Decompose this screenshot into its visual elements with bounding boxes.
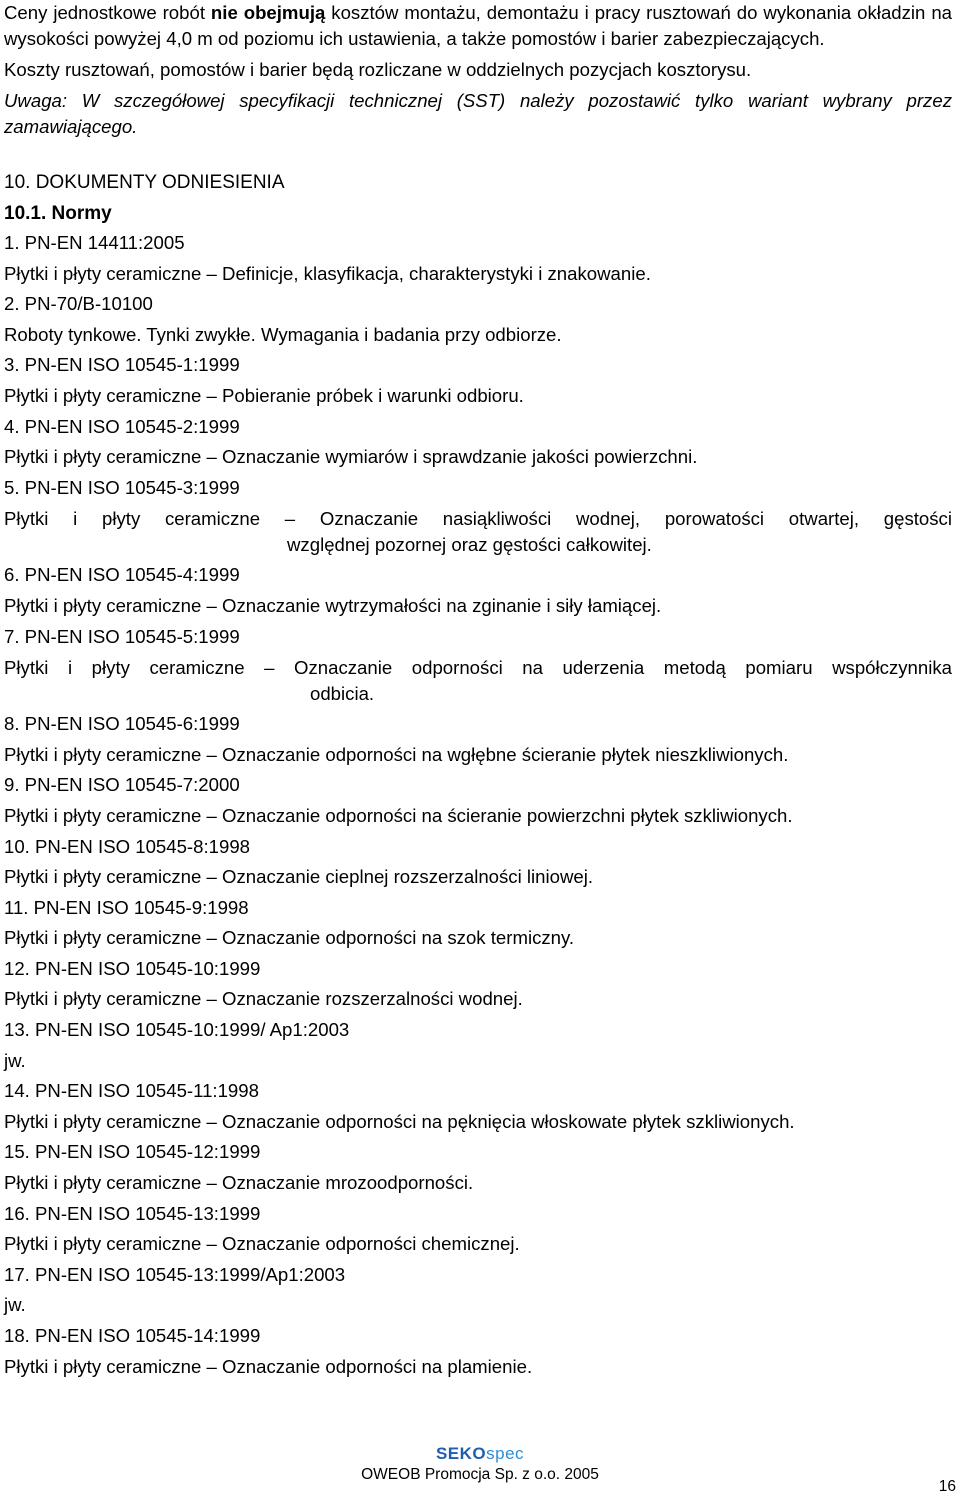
norm-code: 5. PN-EN ISO 10545-3:1999 bbox=[4, 476, 240, 498]
subsection-heading bbox=[4, 200, 952, 228]
document-page bbox=[4, 0, 952, 1382]
intro-paragraph-scaffolding bbox=[4, 0, 952, 52]
norm-code: 18. PN-EN ISO 10545-14:1999 bbox=[4, 1325, 261, 1346]
norm-item bbox=[4, 560, 952, 621]
intro-section bbox=[4, 0, 952, 140]
norm-code: 11. PN-EN ISO 10545-9:1998 bbox=[4, 896, 249, 918]
norm-code: 3. PN-EN ISO 10545-1:1999 bbox=[4, 354, 240, 376]
section-number: 10. bbox=[4, 172, 31, 193]
norm-item bbox=[4, 1199, 952, 1260]
norm-description: Płytki i płyty ceramiczne – Oznaczanie odporności na szok termiczny. bbox=[4, 927, 575, 949]
norm-description: Płytki i płyty ceramiczne – Oznaczanie odporności chemicznej. bbox=[4, 1233, 520, 1255]
norm-code: 13. PN-EN ISO 10545-10:1999/ Ap1:2003 bbox=[4, 1019, 350, 1041]
norm-description: Płytki i płyty ceramiczne – Oznaczanie odporności na wgłębne ścieranie płytek nieszkliwionych. bbox=[4, 743, 789, 765]
norm-code: 1. PN-EN 14411:2005 bbox=[4, 232, 185, 253]
norm-description: jw. bbox=[4, 1294, 26, 1316]
sekospec-logo bbox=[0, 1443, 960, 1465]
norms-list bbox=[4, 228, 952, 1382]
norm-item bbox=[4, 350, 952, 411]
norm-item bbox=[4, 1321, 952, 1382]
norm-code: 10. PN-EN ISO 10545-8:1998 bbox=[4, 835, 250, 857]
norm-item bbox=[4, 412, 952, 473]
norm-item bbox=[4, 473, 952, 561]
norm-item bbox=[4, 1137, 952, 1198]
norm-description: Płytki i płyty ceramiczne – Oznaczanie mrozoodporności. bbox=[4, 1172, 474, 1194]
norm-item bbox=[4, 228, 952, 289]
norm-description: Płytki i płyty ceramiczne – Oznaczanie wytrzymałości na zginanie i siły łamiącej. bbox=[4, 594, 662, 616]
norm-item bbox=[4, 622, 952, 710]
norm-code: 7. PN-EN ISO 10545-5:1999 bbox=[4, 625, 240, 647]
norm-code: 17. PN-EN ISO 10545-13:1999/Ap1:2003 bbox=[4, 1263, 346, 1285]
footer-organization: OWEOB Promocja Sp. z o.o. 2005 bbox=[361, 1466, 599, 1483]
norm-item bbox=[4, 893, 952, 954]
section-title: DOKUMENTY ODNIESIENIA bbox=[35, 172, 285, 193]
norm-code: 15. PN-EN ISO 10545-12:1999 bbox=[4, 1141, 261, 1163]
norm-description: Płytki i płyty ceramiczne – Oznaczanie rozszerzalności wodnej. bbox=[4, 988, 523, 1010]
norm-item bbox=[4, 1260, 952, 1321]
norm-description: Płytki i płyty ceramiczne – Oznaczanie cieplnej rozszerzalności liniowej. bbox=[4, 866, 594, 888]
norm-item bbox=[4, 709, 952, 770]
page-footer bbox=[0, 1443, 960, 1485]
norm-description: Płytki i płyty ceramiczne – Pobieranie próbek i warunki odbioru. bbox=[4, 384, 524, 406]
norm-description bbox=[4, 652, 952, 709]
subsection-number: 10.1. bbox=[4, 203, 47, 224]
intro-paragraph-note: Uwaga: W szczegółowej specyfikacji technicznej (SST) należy pozostawić tylko wariant wybrany przez zamawiającego. bbox=[4, 90, 952, 137]
norm-code: 12. PN-EN ISO 10545-10:1999 bbox=[4, 957, 261, 979]
norm-code: 14. PN-EN ISO 10545-11:1998 bbox=[4, 1080, 259, 1102]
norm-description bbox=[4, 503, 952, 560]
logo-text-secondary: spec bbox=[486, 1444, 525, 1463]
page-number: 16 bbox=[938, 1478, 956, 1495]
intro-text-b: kosztów montażu, demontażu i pracy rusztowań do wykonania okładzin na wysokości powyżej 4,0 m od poziomu ich ustawienia, a także pomostów i barier zabezpieczających. bbox=[4, 2, 952, 49]
norm-code: 16. PN-EN ISO 10545-13:1999 bbox=[4, 1202, 261, 1224]
norm-description: Płytki i płyty ceramiczne – Oznaczanie odporności na plamienie. bbox=[4, 1355, 533, 1377]
norm-description: Płytki i płyty ceramiczne – Oznaczanie odporności na pęknięcia włoskowate płytek szkliwionych. bbox=[4, 1110, 795, 1132]
norm-description: Płytki i płyty ceramiczne – Oznaczanie wymiarów i sprawdzanie jakości powierzchni. bbox=[4, 446, 698, 468]
norm-description: Płytki i płyty ceramiczne – Definicje, klasyfikacja, charakterystyki i znakowanie. bbox=[4, 262, 651, 284]
intro-text-bold: nie obejmują bbox=[210, 2, 326, 23]
norm-description-line-2: względnej pozornej oraz gęstości całkowitej. bbox=[287, 534, 652, 556]
norm-code: 6. PN-EN ISO 10545-4:1999 bbox=[4, 564, 240, 586]
norm-item bbox=[4, 289, 952, 350]
norm-item bbox=[4, 770, 952, 831]
subsection-title: Normy bbox=[51, 203, 112, 224]
logo-text-primary: SEKO bbox=[435, 1444, 487, 1463]
norm-item bbox=[4, 954, 952, 1015]
norm-code: 8. PN-EN ISO 10545-6:1999 bbox=[4, 713, 240, 735]
norm-item bbox=[4, 1015, 952, 1076]
section-heading bbox=[4, 169, 952, 197]
norm-description: Płytki i płyty ceramiczne – Oznaczanie odporności na ścieranie powierzchni płytek szkliwionych. bbox=[4, 804, 793, 826]
intro-text-a: Ceny jednostkowe robót bbox=[4, 2, 211, 23]
norm-description: jw. bbox=[4, 1049, 26, 1071]
norm-description-line-1: Płytki i płyty ceramiczne – Oznaczanie nasiąkliwości wodnej, porowatości otwartej, gęstości bbox=[4, 508, 952, 530]
norm-code: 9. PN-EN ISO 10545-7:2000 bbox=[4, 774, 240, 796]
intro-paragraph-costs: Koszty rusztowań, pomostów i barier będą rozliczane w oddzielnych pozycjach kosztorysu. bbox=[4, 59, 752, 80]
norm-code: 2. PN-70/B-10100 bbox=[4, 293, 153, 315]
norm-description-line-2: odbicia. bbox=[310, 683, 375, 705]
norm-item bbox=[4, 832, 952, 893]
norm-description: Roboty tynkowe. Tynki zwykłe. Wymagania i badania przy odbiorze. bbox=[4, 323, 562, 345]
norm-code: 4. PN-EN ISO 10545-2:1999 bbox=[4, 415, 240, 437]
norm-description-line-1: Płytki i płyty ceramiczne – Oznaczanie odporności na uderzenia metodą pomiaru współczynnika bbox=[4, 657, 952, 679]
norm-item bbox=[4, 1076, 952, 1137]
